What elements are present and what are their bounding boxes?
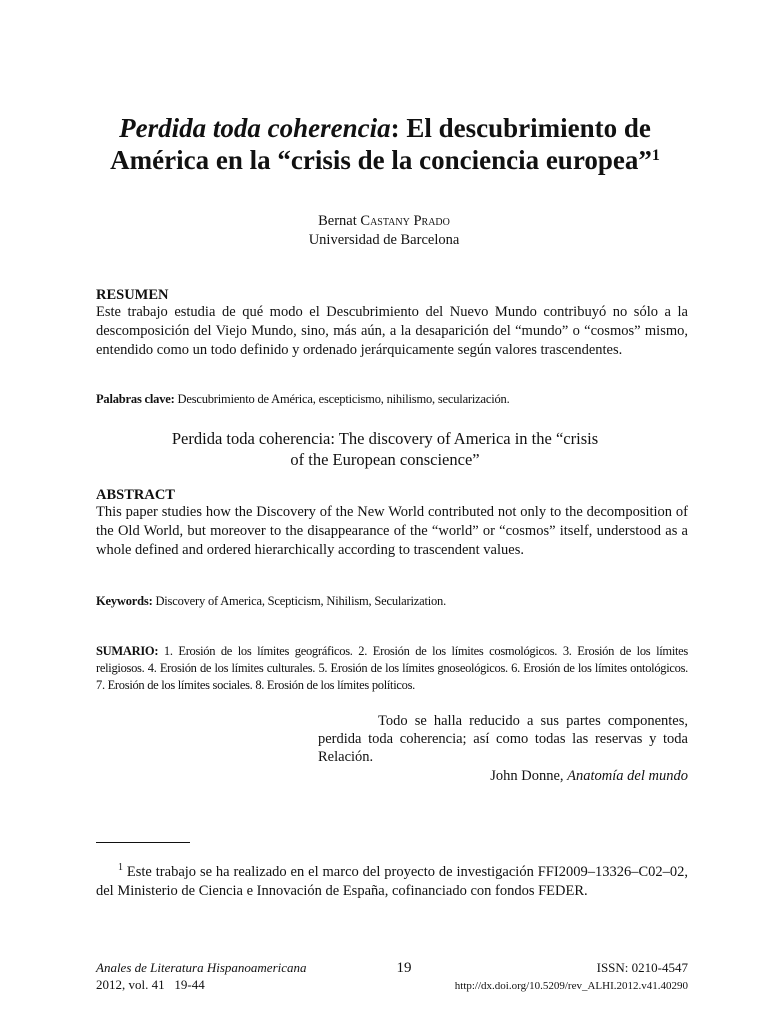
footnote-text: Este trabajo se ha realizado en el marco del proyecto de investigación FFI2009–13326–C02–02, del Ministerio de Ciencia e Innovación de España, cofinanciado con fondos FEDER. bbox=[96, 863, 688, 899]
sumario bbox=[96, 643, 688, 694]
page-number: 19 bbox=[396, 960, 412, 976]
sumario-text: 1. Erosión de los límites geográficos. 2. Erosión de los límites cosmológicos. 3. Erosión de los límites religiosos. 4. Erosión de los límites culturales. 5. Erosión de los límites gnoseológicos. 6. Erosión de los límites ontológicos. 7. Erosión de los límites sociales. 8. Erosión de los límites políticos. bbox=[96, 644, 688, 692]
english-title-line1: Perdida toda coherencia: The discovery of America in the “crisis bbox=[171, 429, 599, 448]
footer-journal-block bbox=[96, 959, 307, 993]
keywords-label: Keywords: bbox=[96, 594, 153, 608]
article-title bbox=[60, 112, 710, 176]
footer-ids bbox=[420, 959, 688, 995]
footer-issn: ISSN: 0210-4547 bbox=[596, 960, 688, 975]
footer-journal: Anales de Literatura Hispanoamericana bbox=[96, 960, 307, 975]
footnote-mark: 1 bbox=[118, 862, 123, 873]
palabras-clave-text: Descubrimiento de América, escepticismo, nihilismo, secularización. bbox=[174, 392, 510, 406]
title-line2: América en la “crisis de la conciencia europea” bbox=[110, 145, 652, 175]
footer-doi-link[interactable]: http://dx.doi.org/10.5209/rev_ALHI.2012.v41.40290 bbox=[454, 980, 688, 992]
resumen-heading: RESUMEN bbox=[96, 287, 169, 303]
keywords-text: Discovery of America, Scepticism, Nihilism, Secularization. bbox=[152, 594, 447, 608]
sumario-label: SUMARIO: bbox=[96, 644, 159, 658]
author-name bbox=[0, 212, 768, 230]
author-last-name: Castany Prado bbox=[360, 213, 450, 229]
author-institution: Universidad de Barcelona bbox=[308, 232, 460, 248]
title-footnote-mark[interactable]: 1 bbox=[651, 147, 660, 164]
resumen-text: Este trabajo estudia de qué modo el Descubrimiento del Nuevo Mundo contribuyó no sólo a la descomposición del Viejo Mundo, sino, más aún, a la desaparición del “mundo” o “cosmos” mismo, entendido como un todo definido y ordenado jerárquicamente según valores trascendentes. bbox=[96, 304, 688, 358]
epigraph-text: Todo se halla reducido a sus partes componentes, perdida toda coherencia; así como todas las reservas y toda Relación. bbox=[318, 713, 688, 765]
footnote bbox=[96, 858, 688, 901]
epigraph-source bbox=[318, 767, 688, 785]
footnote-divider bbox=[96, 842, 190, 843]
title-line1-rest: : El descubrimiento de bbox=[390, 113, 651, 143]
english-title bbox=[100, 428, 670, 470]
palabras-clave-label: Palabras clave: bbox=[96, 392, 175, 406]
english-title-line2: of the European conscience” bbox=[290, 450, 480, 469]
epigraph-author: John Donne, bbox=[490, 768, 568, 784]
palabras-clave bbox=[96, 391, 688, 407]
title-italic: Perdida toda coherencia bbox=[119, 113, 391, 143]
abstract-text: This paper studies how the Discovery of the New World contributed not only to the decomposition of the Old World, but moreover to the disappearance of the “world” or “cosmos” itself, understood as a whole defined and ordered hierarchically according to trascendent values. bbox=[96, 504, 688, 558]
epigraph-work: Anatomía del mundo bbox=[567, 768, 688, 784]
keywords bbox=[96, 593, 688, 609]
author-first-name: Bernat bbox=[318, 213, 357, 229]
footer-volume: 2012, vol. 41 19-44 bbox=[96, 977, 205, 992]
abstract-heading: ABSTRACT bbox=[96, 487, 175, 503]
